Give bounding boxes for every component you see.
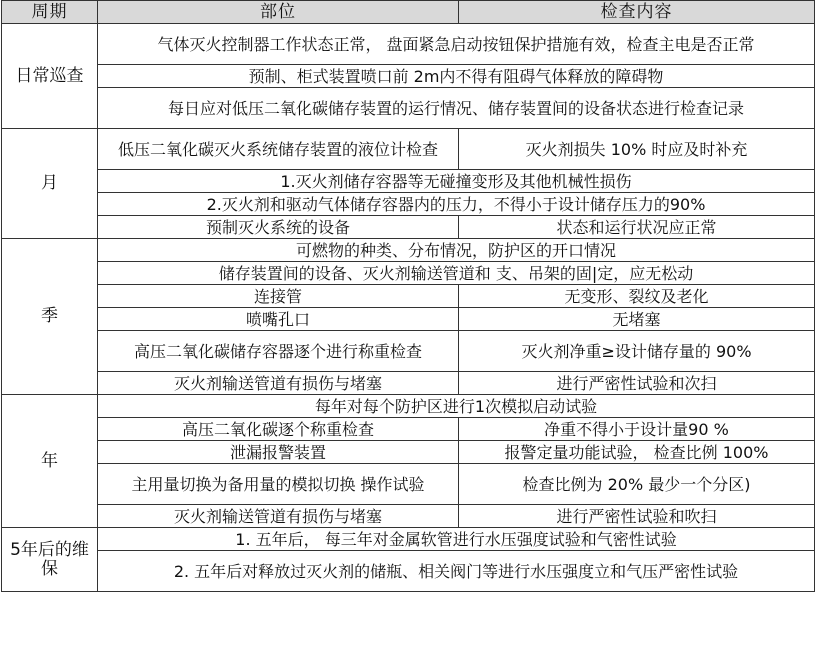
yearly-full-1: 每年对每个防护区进行1次模拟启动试验 [98,395,815,418]
quarterly-part-4: 喷嘴孔口 [98,308,459,331]
daily-row-1: 气体灭火控制器工作状态正常， 盘面紧急启动按钮保护措施有效，检查主电是否正常 [98,24,815,65]
table-row [2,528,815,551]
table-row [2,308,815,331]
quarterly-content-4: 无堵塞 [459,308,815,331]
period-daily: 日常巡查 [2,24,98,129]
header-period: 周期 [2,1,98,24]
table-row [2,262,815,285]
quarterly-content-3: 无变形、裂纹及老化 [459,285,815,308]
monthly-part-4: 预制灭火系统的设备 [98,216,459,239]
quarterly-part-6: 灭火剂输送管道有损伤与堵塞 [98,372,459,395]
table-header-row [2,1,815,24]
quarterly-content-6: 进行严密性试验和次扫 [459,372,815,395]
yearly-part-3: 泄漏报警装置 [98,441,459,464]
quarterly-part-3: 连接管 [98,285,459,308]
table-row [2,193,815,216]
table-row [2,88,815,129]
monthly-part-1: 低压二氧化碳灭火系统储存装置的液位计检查 [98,129,459,170]
five-year-row-2: 2. 五年后对释放过灭火剂的储瓶、相关阀门等进行水压强度立和气压严密性试验 [98,551,815,592]
header-content: 检查内容 [459,1,815,24]
daily-row-3: 每日应对低压二氧化碳储存装置的运行情况、储存装置间的设备状态进行检查记录 [98,88,815,129]
yearly-part-4: 主用量切换为备用量的模拟切换 操作试验 [98,464,459,505]
period-monthly: 月 [2,129,98,239]
table-row [2,170,815,193]
quarterly-full-2: 储存装置间的设备、灭火剂输送管道和 支、吊架的固|定，应无松动 [98,262,815,285]
quarterly-full-1: 可燃物的种类、分布情况，防护区的开口情况 [98,239,815,262]
table-row [2,418,815,441]
yearly-part-5: 灭火剂输送管道有损伤与堵塞 [98,505,459,528]
monthly-full-3: 2.灭火剂和驱动气体储存容器内的压力，不得小于设计储存压力的90% [98,193,815,216]
monthly-content-1: 灭火剂损失 10% 时应及时补充 [459,129,815,170]
daily-row-2: 预制、柜式装置喷口前 2m内不得有阻碍气体释放的障碍物 [98,65,815,88]
table-row [2,464,815,505]
table-row [2,505,815,528]
header-part: 部位 [98,1,459,24]
table-row [2,65,815,88]
yearly-content-3: 报警定量功能试验， 检查比例 100% [459,441,815,464]
yearly-content-4: 检查比例为 20% 最少一个分区) [459,464,815,505]
yearly-content-5: 进行严密性试验和吹扫 [459,505,815,528]
period-five-year: 5年后的维保 [2,528,98,592]
table-row [2,129,815,170]
quarterly-part-5: 高压二氧化碳储存容器逐个进行称重检查 [98,331,459,372]
table-row [2,24,815,65]
table-row [2,395,815,418]
table-row [2,372,815,395]
period-quarterly: 季 [2,239,98,395]
yearly-part-2: 高压二氧化碳逐个称重检查 [98,418,459,441]
quarterly-content-5: 灭火剂净重≥设计储存量的 90% [459,331,815,372]
maintenance-table [1,0,815,592]
table-row [2,285,815,308]
table-row [2,551,815,592]
yearly-content-2: 净重不得小于设计量90 % [459,418,815,441]
table-row [2,239,815,262]
five-year-row-1: 1. 五年后， 每三年对金属软管进行水压强度试验和气密性试验 [98,528,815,551]
monthly-full-2: 1.灭火剂储存容器等无碰撞变形及其他机械性损伤 [98,170,815,193]
table-row [2,441,815,464]
monthly-content-4: 状态和运行状况应正常 [459,216,815,239]
period-yearly: 年 [2,395,98,528]
table-row [2,216,815,239]
table-row [2,331,815,372]
